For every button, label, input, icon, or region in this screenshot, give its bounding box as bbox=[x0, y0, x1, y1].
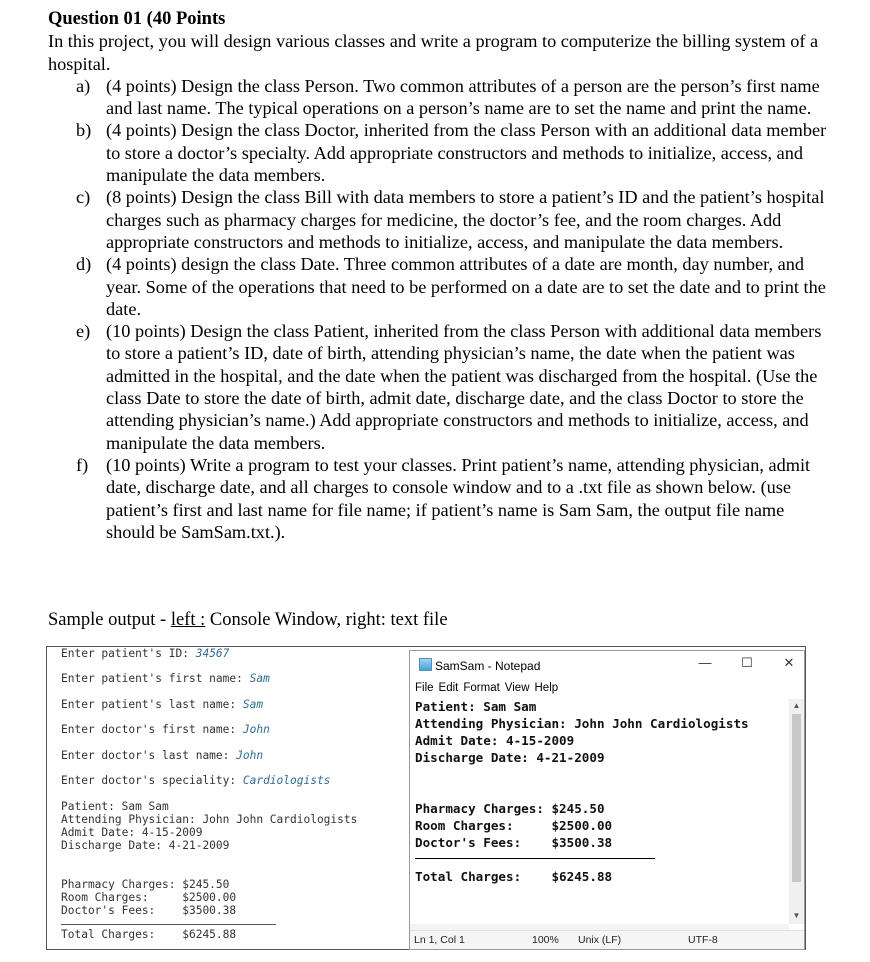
console-total-line: Total Charges: $6245.88 bbox=[61, 928, 237, 941]
sample-left-label: left : bbox=[170, 610, 206, 630]
part-marker: c) bbox=[76, 187, 91, 208]
scroll-thumb[interactable] bbox=[792, 714, 801, 882]
prompt-input-value: 34567 bbox=[195, 647, 230, 660]
prompt-label: Enter patient's first name: bbox=[61, 672, 250, 685]
notepad-titlebar bbox=[410, 651, 804, 681]
part-text: (8 points) Design the class Bill with data members to store a patient’s ID and the patient’s hospital charges such as pharmacy charges for medicine, the doctor’s fee, and the room charges. Add appropriate constructors and methods to initialize, access, and manipulate the data members. bbox=[106, 187, 825, 252]
encoding: UTF-8 bbox=[688, 934, 718, 946]
prompt-input-value: Sam bbox=[242, 698, 264, 711]
question-part bbox=[48, 253, 828, 320]
scroll-up-icon[interactable]: ▲ bbox=[792, 701, 801, 710]
question-part bbox=[48, 75, 828, 120]
part-text: (4 points) Design the class Doctor, inherited from the class Person with an additional data member to store a doctor’s specialty. Add appropriate constructors and methods to initialize, access, and manipulate the data members. bbox=[106, 120, 827, 186]
console-physician-line: Attending Physician: John John Cardiologists bbox=[61, 813, 358, 826]
console-prompt bbox=[61, 672, 270, 685]
menu-edit[interactable]: Edit bbox=[438, 682, 459, 694]
notepad-title: SamSam - Notepad bbox=[435, 659, 541, 673]
notepad-statusbar bbox=[410, 930, 804, 949]
prompt-label: Enter doctor's last name: bbox=[61, 749, 237, 762]
console-doctor-fees-line: Doctor's Fees: $3500.38 bbox=[61, 904, 237, 917]
console-pharmacy-line: Pharmacy Charges: $245.50 bbox=[61, 878, 230, 891]
part-text: (10 points) Write a program to test your classes. Print patient’s name, attending physician, admit date, discharge date, and all charges to console window and to a .txt file as shown below. (use patient’s first and last name for file name; if patient’s name is Sam Sam, the output file name should be SamSam.txt.). bbox=[106, 454, 811, 542]
menu-file[interactable]: File bbox=[415, 682, 434, 694]
prompt-label: Enter doctor's speciality: bbox=[61, 774, 243, 787]
console-discharge-line: Discharge Date: 4-21-2009 bbox=[61, 839, 230, 852]
cursor-position: Ln 1, Col 1 bbox=[414, 934, 465, 946]
prompt-input-value: Sam bbox=[249, 672, 270, 685]
prompt-label: Enter patient's ID: bbox=[61, 647, 196, 660]
prompt-input-value: John bbox=[242, 723, 270, 736]
part-text: (4 points) Design the class Person. Two common attributes of a person are the person’s first name and last name. The typical operations on a person’s name are to set the name and print the name. bbox=[106, 75, 820, 119]
prompt-input-value: John bbox=[236, 749, 264, 762]
part-marker: a) bbox=[76, 75, 91, 96]
sample-output-frame bbox=[46, 646, 806, 950]
file-pharmacy-line: Pharmacy Charges: $245.50 bbox=[415, 801, 605, 816]
close-button[interactable]: ✕ bbox=[783, 655, 795, 670]
line-ending: Unix (LF) bbox=[578, 934, 622, 946]
notepad-window bbox=[409, 650, 805, 950]
vertical-scrollbar[interactable] bbox=[789, 699, 804, 924]
maximize-button[interactable]: ☐ bbox=[741, 655, 753, 670]
console-divider bbox=[61, 924, 276, 925]
file-divider bbox=[415, 858, 655, 859]
console-prompt bbox=[61, 647, 229, 660]
console-prompt bbox=[61, 723, 270, 736]
question-part bbox=[48, 454, 828, 543]
part-text: (4 points) design the class Date. Three common attributes of a date are month, day number, and year. Some of the operations that need to be performed on a date are to set the date and to print the date. bbox=[106, 254, 826, 319]
console-patient-line: Patient: Sam Sam bbox=[61, 800, 169, 813]
file-admit-line: Admit Date: 4-15-2009 bbox=[415, 733, 575, 748]
question-title: Question 01 (40 Points bbox=[48, 9, 226, 29]
sample-rest: Console Window, right: text file bbox=[205, 610, 448, 630]
prompt-label: Enter doctor's first name: bbox=[61, 723, 243, 736]
menu-view[interactable]: View bbox=[504, 682, 530, 694]
console-admit-line: Admit Date: 4-15-2009 bbox=[61, 826, 203, 839]
file-physician-line: Attending Physician: John John Cardiologists bbox=[415, 716, 749, 731]
question-parts-list bbox=[48, 75, 828, 543]
file-total-line: Total Charges: $6245.88 bbox=[415, 869, 613, 884]
question-part bbox=[48, 119, 828, 186]
console-prompt bbox=[61, 698, 263, 711]
part-text: (10 points) Design the class Patient, inherited from the class Person with additional data members to store a patient’s ID, date of birth, attending physician’s name, the date when the patient was admitted in the hospital, and the date when the patient was discharged from the hospital. (Use the class Date to store the date of birth, admit date, discharge date, and the class Doctor to store the attending physician’s name.) Add appropriate constructors and methods to initialize, access, and manipulate the data members. bbox=[106, 321, 822, 453]
file-room-line: Room Charges: $2500.00 bbox=[415, 818, 613, 833]
question-part bbox=[48, 186, 828, 253]
part-marker: d) bbox=[76, 254, 92, 275]
part-marker: b) bbox=[76, 120, 92, 141]
console-prompt bbox=[61, 749, 263, 762]
sample-output-caption bbox=[48, 610, 448, 631]
prompt-input-value: Cardiologists bbox=[242, 774, 331, 787]
question-intro: In this project, you will design various classes and write a program to computerize the billing system of a hospital. bbox=[48, 31, 819, 74]
notepad-text-area[interactable] bbox=[410, 699, 788, 924]
zoom-level: 100% bbox=[532, 934, 559, 946]
menu-format[interactable]: Format bbox=[463, 682, 500, 694]
part-marker: f) bbox=[76, 454, 89, 475]
file-patient-line: Patient: Sam Sam bbox=[415, 699, 537, 714]
scroll-down-icon[interactable]: ▼ bbox=[792, 911, 801, 920]
file-doctor-fees-line: Doctor's Fees: $3500.38 bbox=[415, 835, 613, 850]
file-discharge-line: Discharge Date: 4-21-2009 bbox=[415, 750, 605, 765]
sample-prefix: Sample output - bbox=[48, 610, 171, 630]
menu-help[interactable]: Help bbox=[534, 682, 559, 694]
minimize-button[interactable]: — bbox=[698, 655, 712, 670]
console-prompt bbox=[61, 774, 330, 787]
notepad-icon bbox=[419, 658, 432, 671]
question-document bbox=[48, 8, 828, 543]
notepad-menubar bbox=[415, 682, 563, 694]
question-part bbox=[48, 320, 828, 454]
prompt-label: Enter patient's last name: bbox=[61, 698, 243, 711]
console-room-line: Room Charges: $2500.00 bbox=[61, 891, 237, 904]
part-marker: e) bbox=[76, 321, 91, 342]
